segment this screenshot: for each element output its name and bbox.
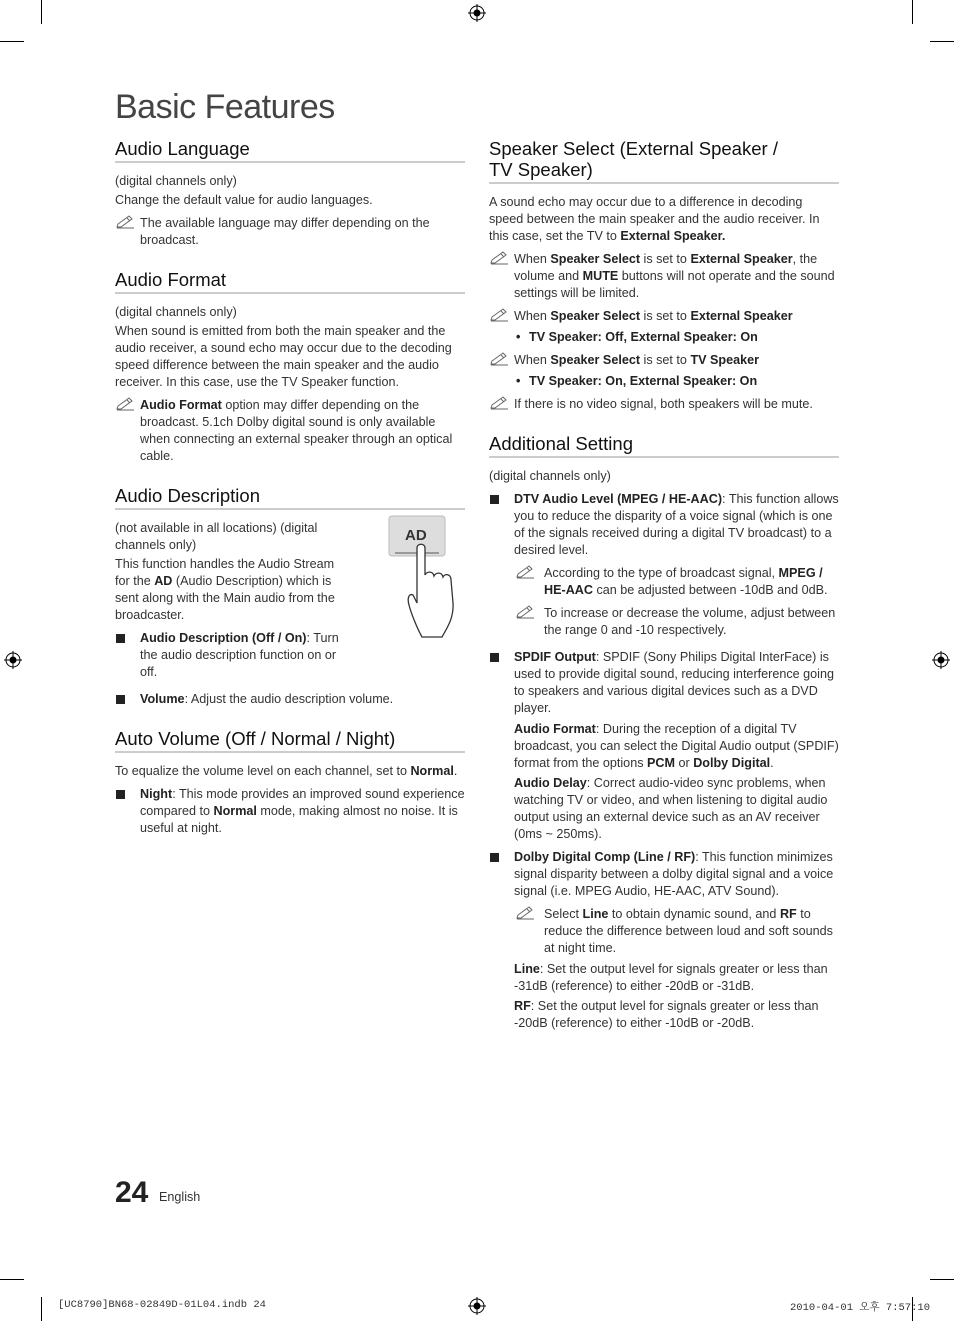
hand-pressing-icon [387,513,467,643]
description: This function handles the Audio Stream for the AD (Audio Description) which is sent along with the Main audio from the broadcaster. [115,557,335,622]
note: If there is no video signal, both speakers will be mute. [489,396,839,413]
left-column [115,138,465,857]
print-slug-right: 2010-04-01 오후 7:57:10 [790,1302,931,1314]
note-pencil-icon [489,395,509,411]
square-bullet-icon [116,790,125,799]
audio-language-section [115,138,465,249]
print-slug-left: [UC8790]BN68-02849D-01L04.indb 24 [58,1299,266,1311]
section-heading: Audio Language [115,138,465,163]
note [115,397,465,465]
dot-bullet-icon: • [516,374,521,388]
right-column [489,138,839,1052]
bullet-item: • TV Speaker: Off, External Speaker: On [516,330,758,344]
scope-text: (digital channels only) [115,305,237,319]
section-heading: Additional Setting [489,433,839,458]
list-item: Dolby Digital Comp (Line / RF): This function minimizes signal disparity between a dolby digital signal and a voice signal (i.e. MPEG Audio, HE-AAC, ATV Sound). [489,849,839,900]
note: To increase or decrease the volume, adjust between the range 0 and -10 respectively. [489,605,839,639]
note-pencil-icon [115,396,135,412]
additional-setting-section [489,433,839,1032]
list-item: Night: This mode provides an improved sound experience compared to Normal mode, making almost no noise. It is useful at night. [115,786,465,837]
note-text: The available language may differ depending on the broadcast. [140,216,430,247]
note-pencil-icon [115,214,135,230]
note-pencil-icon [515,905,535,921]
section-heading: Audio Format [115,269,465,294]
audio-format-section [115,269,465,465]
square-bullet-icon [116,634,125,643]
section-heading: Audio Description [115,485,465,510]
note: When Speaker Select is set to TV Speaker [489,352,839,369]
note-pencil-icon [489,351,509,367]
description: A sound echo may occur due to a difference in decoding speed between the main speaker and the audio receiver. In this case, set the TV to External Speaker. [489,195,820,243]
description: Change the default value for audio languages. [115,193,373,207]
registration-mark-icon [468,4,486,22]
description: When sound is emitted from both the main speaker and the audio receiver, a sound echo may occur due to the decoding speed difference between the main speaker and the audio receiver. In this case, use the TV Speaker function. [115,324,452,389]
square-bullet-icon [490,653,499,662]
sub-item: Audio Format: During the reception of a digital TV broadcast, you can select the Digital Audio output (SPDIF) format from the options PCM or Dolby Digital. [514,722,839,770]
sub-item: Audio Delay: Correct audio-video sync problems, when watching TV or video, and when listening to digital audio output using an external device such as an AV receiver (0ms ~ 250ms). [514,776,828,841]
sub-item: Line: Set the output level for signals greater or less than -31dB (reference) to either -20dB or -31dB. [514,962,828,993]
note [115,215,465,249]
note: When Speaker Select is set to External Speaker [489,308,839,325]
note-bold: Audio Format [140,398,222,412]
note-pencil-icon [489,307,509,323]
bullet-item: • TV Speaker: On, External Speaker: On [516,374,758,388]
scope-text: (digital channels only) [489,469,611,483]
crop-mark [41,1297,42,1321]
section-heading: Auto Volume (Off / Normal / Night) [115,728,465,753]
registration-mark-icon [4,651,22,669]
crop-mark [41,0,42,24]
sub-item: RF: Set the output level for signals greater or less than -20dB (reference) to either -10dB or -20dB. [514,999,819,1030]
list-item: SPDIF Output: SPDIF (Sony Philips Digital InterFace) is used to provide digital sound, reducing interference going to speakers and various digital devices such as a DVD player. [489,649,839,717]
crop-mark [0,1279,24,1280]
list-item: Audio Description (Off / On): Turn the audio description function on or off. [115,630,345,681]
note: Select Line to obtain dynamic sound, and RF to reduce the difference between loud and soft sounds at night time. [489,906,839,957]
note: According to the type of broadcast signal, MPEG / HE-AAC can be adjusted between -10dB and 0dB. [489,565,839,599]
registration-mark-icon [932,651,950,669]
note: When Speaker Select is set to External Speaker, the volume and MUTE buttons will not operate and the sound settings will be limited. [489,251,839,302]
crop-mark [912,0,913,24]
speaker-select-section [489,138,839,413]
page-title: Basic Features [115,88,335,126]
note-pencil-icon [489,250,509,266]
scope-text: (digital channels only) [115,174,237,188]
note-pencil-icon [515,564,535,580]
auto-volume-section [115,728,465,837]
square-bullet-icon [490,853,499,862]
square-bullet-icon [116,695,125,704]
list-item: DTV Audio Level (MPEG / HE-AAC): This function allows you to reduce the disparity of a voice signal (which is one of the signals received during a digital TV broadcast) to a desired level. [489,491,839,559]
registration-mark-icon [468,1297,486,1315]
section-heading: Speaker Select (External Speaker / TV Speaker) [489,138,839,184]
scope-text: (not available in all locations) (digital channels only) [115,521,318,552]
list-item: Volume: Adjust the audio description volume. [115,691,465,708]
ad-button-label: AD [405,527,427,544]
footer-language: English [159,1190,201,1204]
dot-bullet-icon: • [516,330,521,344]
note-pencil-icon [515,604,535,620]
crop-mark [0,41,24,42]
crop-mark [930,1279,954,1280]
description: To equalize the volume level on each channel, set to Normal. [115,764,458,778]
note-text: option may differ depending on the broadcast. 5.1ch Dolby digital sound is only available when connecting an external speaker through an optical cable. [140,398,453,463]
ad-button-illustration [387,513,467,643]
crop-mark [930,41,954,42]
page-number: 24 [115,1176,149,1209]
square-bullet-icon [490,495,499,504]
